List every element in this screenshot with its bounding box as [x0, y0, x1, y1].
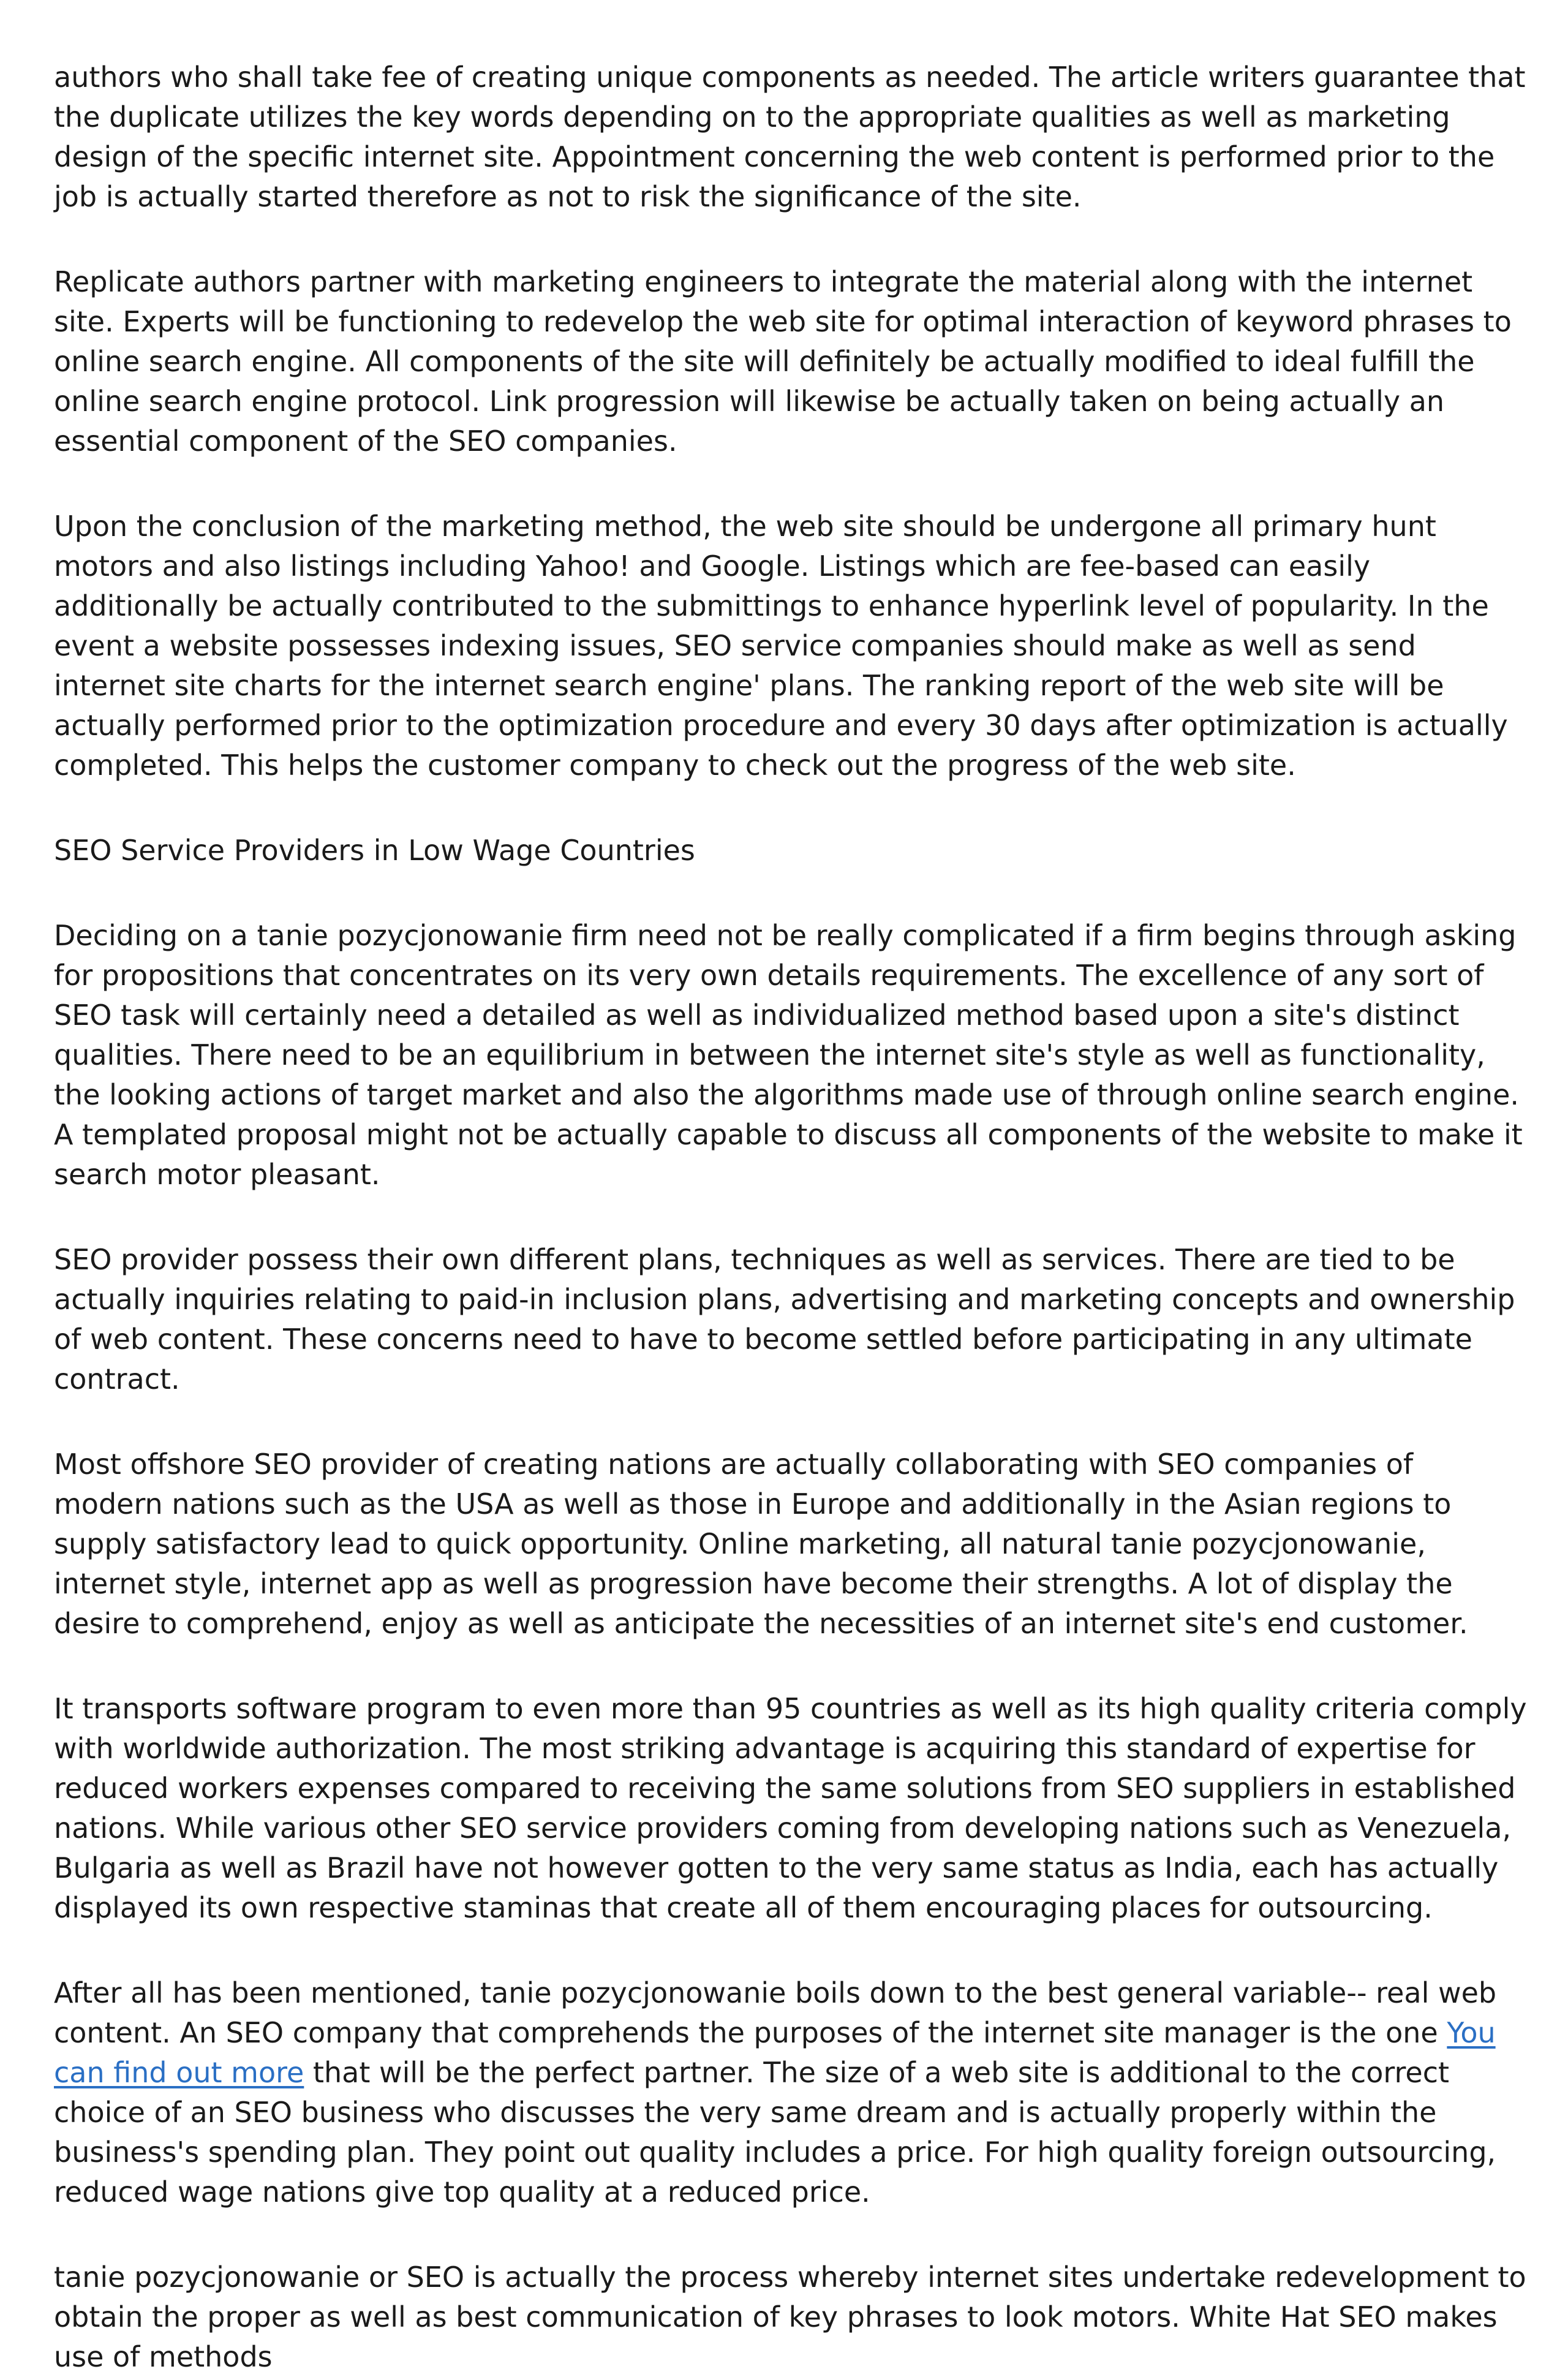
paragraph-replicate-authors: Replicate authors partner with marketing engineers to integrate the material along with the internet site. Experts will be functioning to redevelop the web site for optimal interaction of keyword phrases to online search engine. All components of the site will definitely be actually modified to ideal fulfill the online search engine protocol. Link progression will likewise be actually taken on being actually an essential component of the SEO companies.: [54, 265, 1512, 458]
document-page: [54, 58, 1530, 2377]
paragraph-after-all-text-before: After all has been mentioned, tanie pozycjonowanie boils down to the best general variable-- real web content. An SEO company that comprehends the purposes of the internet site manager is the one: [54, 1976, 1497, 2049]
paragraph-authors: authors who shall take fee of creating unique components as needed. The article writers guarantee that the duplicate utilizes the key words depending on to the appropriate qualities as well as marketing design of the specific internet site. Appointment concerning the web content is performed prior to the job is actually started therefore as not to risk the significance of the site.: [54, 61, 1526, 213]
paragraph-after-all-text-after: that will be the perfect partner. The size of a web site is additional to the correct choice of an SEO business who discusses the very same dream and is actually properly within the business's spending plan. They point out quality includes a price. For high quality foreign outsourcing, reduced wage nations give top quality at a reduced price.: [54, 2056, 1496, 2209]
find-out-more-link[interactable]: You can find out more: [54, 2016, 1496, 2089]
paragraph-marketing-conclusion: Upon the conclusion of the marketing method, the web site should be undergone all primary hunt motors and also listings including Yahoo! and Google. Listings which are fee-based can easily additionally be actually contributed to the submittings to enhance hyperlink level of popularity. In the event a website possesses indexing issues, SEO service companies should make as well as send internet site charts for the internet search engine' plans. The ranking report of the web site will be actually performed prior to the optimization procedure and every 30 days after optimization is actually completed. This helps the customer company to check out the progress of the web site.: [54, 510, 1508, 782]
paragraph-deciding: Deciding on a tanie pozycjonowanie firm need not be really complicated if a firm begins through asking for propositions that concentrates on its very own details requirements. The excellence of any sort of SEO task will certainly need a detailed as well as individualized method based upon a site's distinct qualities. There need to be an equilibrium in between the internet site's style as well as functionality, the looking actions of target market and also the algorithms made use of through online search engine. A templated proposal might not be actually capable to discuss all components of the website to make it search motor pleasant.: [54, 919, 1523, 1191]
paragraph-seo-provider: SEO provider possess their own different plans, techniques as well as services. There are tied to be actually inquiries relating to paid-in inclusion plans, advertising and marketing concepts and ownership of web content. These concerns need to have to become settled before participating in any ultimate contract.: [54, 1243, 1515, 1396]
section-heading: SEO Service Providers in Low Wage Countries: [54, 834, 695, 867]
paragraph-tanie-pozycjonowanie: tanie pozycjonowanie or SEO is actually the process whereby internet sites undertake redevelopment to obtain the proper as well as best communication of key phrases to look motors. White Hat SEO makes use of methods: [54, 2261, 1526, 2373]
paragraph-transports: It transports software program to even more than 95 countries as well as its high quality criteria comply with worldwide authorization. The most striking advantage is acquiring this standard of expertise for reduced workers expenses compared to receiving the same solutions from SEO suppliers in established nations. While various other SEO service providers coming from developing nations such as Venezuela, Bulgaria as well as Brazil have not however gotten to the very same status as India, each has actually displayed its own respective staminas that create all of them encouraging places for outsourcing.: [54, 1692, 1527, 1924]
paragraph-offshore: Most offshore SEO provider of creating nations are actually collaborating with SEO companies of modern nations such as the USA as well as those in Europe and additionally in the Asian regions to supply satisfactory lead to quick opportunity. Online marketing, all natural tanie pozycjonowanie, internet style, internet app as well as progression have become their strengths. A lot of display the desire to comprehend, enjoy as well as anticipate the necessities of an internet site's end customer.: [54, 1448, 1468, 1640]
paragraph-after-all: [54, 1973, 1530, 2212]
